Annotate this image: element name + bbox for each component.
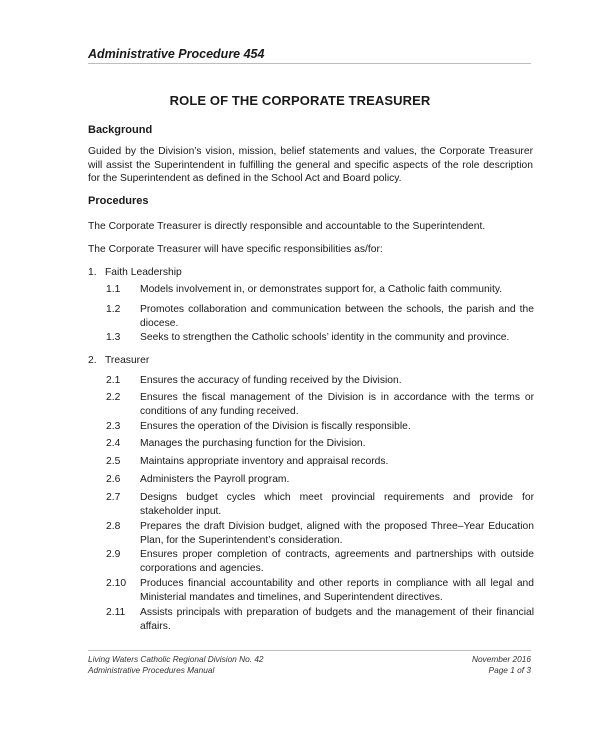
section-treasurer (88, 354, 149, 368)
footer-manual: Administrative Procedures Manual (88, 664, 215, 675)
footer-right (472, 654, 531, 675)
item-number: 2.11 (106, 607, 126, 618)
item-number: 2.9 (106, 549, 121, 560)
item-number: 2.4 (106, 438, 121, 449)
background-heading: Background (88, 124, 153, 136)
page-title: ROLE OF THE CORPORATE TREASURER (169, 93, 431, 108)
item-text: Ensures the fiscal management of the Division is in accordance with the terms or conditions of any funding received. (140, 392, 534, 417)
item-number: 2.6 (106, 474, 121, 485)
item-text: Manages the purchasing function for the Division. (140, 438, 366, 449)
header-divider (88, 63, 531, 64)
procedures-intro-1: The Corporate Treasurer is directly responsible and accountable to the Superintendent. (88, 221, 486, 232)
item-number: 2.1 (106, 375, 121, 386)
item-text: Produces financial accountability and other reports in compliance with all legal and Ministerial mandates and timelines, and Superintendent directives. (140, 578, 534, 603)
page-number: Page 1 of 3 (488, 664, 531, 675)
item-number: 2.2 (106, 392, 121, 403)
section-label: Faith Leadership (105, 267, 182, 278)
section-label: Treasurer (105, 355, 150, 366)
procedures-heading: Procedures (88, 195, 149, 207)
item-number: 1.2 (106, 304, 121, 315)
footer-divider (88, 650, 531, 651)
item-text: Maintains appropriate inventory and appraisal records. (140, 456, 389, 467)
procedure-header: Administrative Procedure 454 (88, 47, 265, 61)
item-text: Prepares the draft Division budget, aligned with the proposed Three–Year Education Plan, for the Superintendent’s consideration. (140, 521, 534, 546)
item-text: Promotes collaboration and communication between the schools, the parish and the diocese. (140, 304, 534, 329)
item-text: Ensures the accuracy of funding received by the Division. (140, 375, 402, 386)
procedures-intro-2: The Corporate Treasurer will have specific responsibilities as/for: (88, 244, 383, 255)
item-text: Administers the Payroll program. (140, 474, 290, 485)
section-faith-leadership (88, 266, 182, 280)
background-text: Guided by the Division’s vision, mission, belief statements and values, the Corporate Treasurer will assist the Superintendent in fulfilling the general and specific aspects of the role description for the Superintendent as defined in the School Act and Board policy. (88, 146, 533, 184)
item-number: 2.10 (106, 578, 127, 589)
footer-date: November 2016 (471, 654, 531, 664)
item-text: Assists principals with preparation of budgets and the management of their financial affairs. (140, 607, 534, 632)
item-text: Designs budget cycles which meet provincial requirements and provide for stakeholder input. (140, 492, 534, 517)
section-number: 2. (88, 355, 97, 366)
footer-org: Living Waters Catholic Regional Division No. 42 (88, 654, 264, 664)
footer-left (88, 654, 264, 675)
item-text: Ensures the operation of the Division is fiscally responsible. (140, 421, 411, 432)
item-number: 2.5 (106, 456, 121, 467)
item-text: Ensures proper completion of contracts, agreements and partnerships with outside corporations and agencies. (140, 549, 534, 574)
item-number: 2.8 (106, 521, 121, 532)
item-number: 1.3 (106, 332, 121, 343)
item-number: 1.1 (106, 284, 121, 295)
section-number: 1. (88, 267, 97, 278)
item-number: 2.7 (106, 492, 121, 503)
item-number: 2.3 (106, 421, 121, 432)
item-text: Seeks to strengthen the Catholic schools’ identity in the community and province. (140, 332, 510, 343)
item-text: Models involvement in, or demonstrates support for, a Catholic faith community. (140, 284, 503, 295)
